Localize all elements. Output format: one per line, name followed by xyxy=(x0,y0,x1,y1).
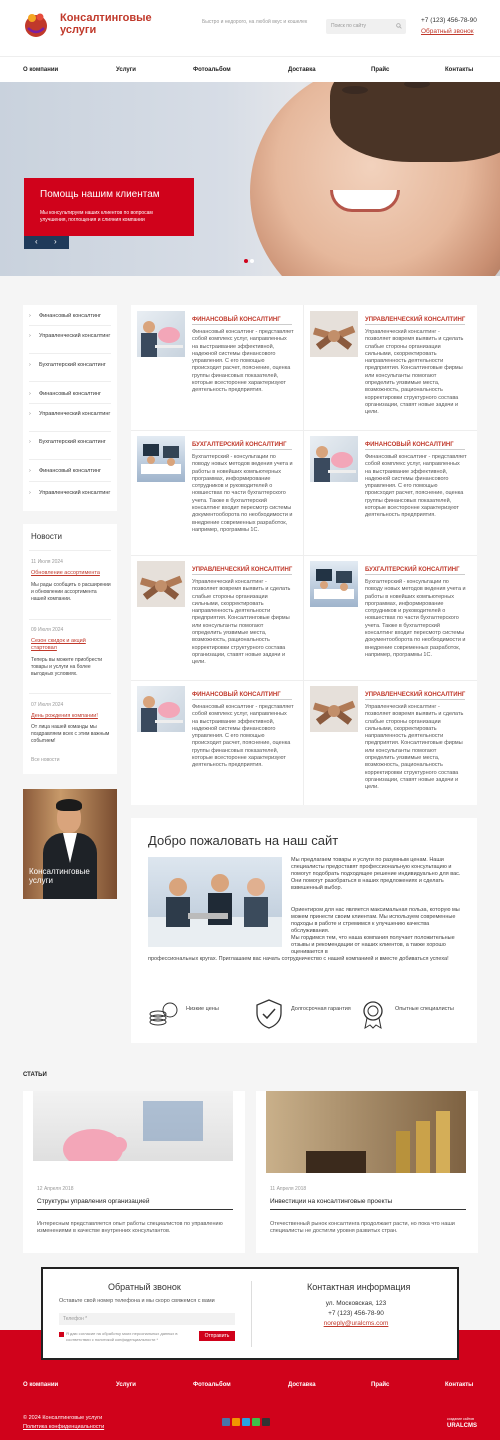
service-card[interactable] xyxy=(304,430,476,554)
telegram-icon[interactable] xyxy=(242,1418,250,1426)
service-title[interactable]: ФИНАНСОВЫЙ КОНСАЛТИНГ xyxy=(365,442,454,448)
welcome-paragraph-continued: профессиональных кругах. Приглашаем вас начать сотрудничество с нашей компанией и вместе добиваться успеха! xyxy=(148,956,449,962)
welcome-block xyxy=(131,818,477,1043)
divider xyxy=(29,353,111,354)
feature-label: Долгосрочная гарантия xyxy=(291,1006,351,1012)
service-image xyxy=(310,561,358,607)
service-card[interactable] xyxy=(131,555,303,679)
developer-logo[interactable]: URALCMS xyxy=(447,1423,477,1429)
services-grid xyxy=(131,305,477,805)
footer-nav-item-contacts[interactable]: Контакты xyxy=(445,1382,474,1388)
service-image xyxy=(137,436,185,482)
service-text: Управленческий консалтинг - позволяет вовремя выявить и сделать слабые стороны организации сильными, скорректировать направленность деятельности предприятия. Консалтинговые фирмы или консультанты помогают определить уязвимые места, возможность, рациональность корректировки структурного состава организации, ставят новые задачи и цели. xyxy=(365,329,464,416)
sidebar-menu xyxy=(23,305,117,511)
service-image xyxy=(310,686,358,732)
sidebar-item[interactable]: › Управленческий консалтинг xyxy=(31,490,113,497)
sidebar-item[interactable]: › Бухгалтерский консалтинг xyxy=(31,439,113,446)
divider xyxy=(365,699,465,700)
divider xyxy=(251,1281,252,1347)
footer-nav-item-services[interactable]: Услуги xyxy=(116,1382,136,1388)
developer-label: создание сайтов xyxy=(447,1417,475,1421)
service-text: Управленческий консалтинг - позволяет вовремя выявить и сделать слабые стороны организации сильными, скорректировать направленность деятельности предприятия. Консалтинговые фирмы или консультанты помогают определить уязвимые места, возможность, рациональность корректировки структурного состава организации, ставят новые задачи и цели. xyxy=(192,579,291,666)
article-date: 11 Апреля 2018 xyxy=(270,1186,307,1192)
contact-email[interactable]: noreply@uralcms.com xyxy=(323,1320,389,1327)
slogan: Быстро и недорого, на любой вкус и кошелек xyxy=(202,19,308,25)
nav-item-delivery[interactable]: Доставка xyxy=(288,67,316,73)
nav-item-about[interactable]: О компании xyxy=(23,67,59,73)
all-news-link[interactable]: Все новости xyxy=(31,757,60,763)
hero-photo-hair xyxy=(330,82,500,162)
welcome-paragraph: Мы предлагаем товары и услуги по разумным ценам. Наши специалисты предоставят профессиональную консультацию и помогут подобрать подходящее решение индивидуально для вас. Они помогут разобраться в наших предложениях и сделать взвешенный выбор. xyxy=(291,857,461,891)
service-image xyxy=(137,311,185,357)
slider-arrows xyxy=(24,236,69,249)
promo-banner[interactable] xyxy=(23,789,117,899)
contacts-heading: Контактная информация xyxy=(307,1282,411,1292)
news-date: 11 Июля 2024 xyxy=(31,559,63,565)
service-title[interactable]: БУХГАЛТЕРСКИЙ КОНСАЛТИНГ xyxy=(192,442,287,448)
feature-label: Опытные специалисты xyxy=(395,1006,454,1012)
footer-nav-item-photos[interactable]: Фотоальбом xyxy=(193,1382,231,1388)
footer-nav-item-price[interactable]: Прайс xyxy=(371,1382,390,1388)
service-text: Финансовый консалтинг - представляет собой комплекс услуг, направленных на выстраивание эффективной, надежной системы финансового управления. С его помощью происходит расчет, пояснение, оценка группы финансовых показателей, которые всесторонне характеризуют деятельность предприятия. xyxy=(192,704,294,769)
welcome-heading: Добро пожаловать на наш сайт xyxy=(148,833,339,848)
service-image xyxy=(310,311,358,357)
nav-item-price[interactable]: Прайс xyxy=(371,67,390,73)
divider xyxy=(192,574,292,575)
service-text: Финансовый консалтинг - представляет собой комплекс услуг, направленных на выстраивание эффективной, надежной системы финансового управления. С его помощью происходит расчет, пояснение, оценка группы финансовых показателей, которые всесторонне характеризуют деятельность предприятия. xyxy=(192,329,294,394)
service-image xyxy=(310,436,358,482)
article-image xyxy=(266,1091,466,1173)
divider xyxy=(29,481,111,482)
news-text: Мы рады сообщить о расширении и обновлении ассортимента нашей компании. xyxy=(31,582,111,602)
search-placeholder: Поиск по сайту xyxy=(331,23,367,29)
slider-dot[interactable] xyxy=(250,259,254,263)
service-card[interactable] xyxy=(304,680,476,804)
divider xyxy=(29,403,111,404)
service-text: Бухгалтерский - консультации по поводу новых методов ведения учета и работы в новейших компьютерных программах, информирование сотрудников и руководителей о новшествах по части бухгалтерского учета. Также в бухгалтерский консалтинг входит пересмотр системы документооборота по необходимости и внедрение современных разработок, например, программы 1С. xyxy=(365,579,466,658)
news-heading: Новости xyxy=(31,532,62,541)
article-image xyxy=(33,1091,233,1173)
divider xyxy=(29,550,111,551)
feature-item xyxy=(148,998,219,1033)
callback-heading: Обратный звонок xyxy=(108,1282,181,1292)
hero-slider xyxy=(0,82,500,276)
sidebar-item[interactable]: › Бухгалтерский консалтинг xyxy=(31,362,113,369)
divider xyxy=(29,381,111,382)
article-date: 12 Апреля 2018 xyxy=(37,1186,74,1192)
welcome-paragraph: Мы гордимся тем, что наша компания получает положительные отзывы и рекомендации от наших клиентов, а также хорошо оценивается в xyxy=(291,935,455,955)
sidebar-item[interactable]: › Управленческий консалтинг xyxy=(31,333,113,340)
article-card[interactable] xyxy=(23,1091,245,1253)
promo-photo-hair xyxy=(56,799,82,811)
vk-icon[interactable] xyxy=(222,1418,230,1426)
promo-text: Консалтинговые услуги xyxy=(29,867,90,885)
service-card[interactable] xyxy=(304,555,476,679)
service-card[interactable] xyxy=(304,305,476,429)
hero-caption xyxy=(24,178,194,236)
service-title[interactable]: БУХГАЛТЕРСКИЙ КОНСАЛТИНГ xyxy=(365,567,460,573)
service-text: Финансовый консалтинг - представляет собой комплекс услуг, направленных на выстраивание эффективной, надежной системы финансового управления. С его помощью происходит расчет, пояснение, оценка группы финансовых показателей, которые всесторонне характеризуют деятельность предприятия. xyxy=(365,454,467,519)
divider xyxy=(192,699,292,700)
divider xyxy=(270,1209,466,1210)
site-header xyxy=(0,0,500,56)
feature-item xyxy=(253,998,351,1033)
service-image xyxy=(137,686,185,732)
news-text: От лица нашей команды мы поздравляем всех с этим важным событием! xyxy=(31,724,110,744)
consent-checkbox[interactable] xyxy=(59,1332,64,1337)
news-date: 07 Июля 2024 xyxy=(31,702,64,708)
service-title[interactable]: УПРАВЛЕНЧЕСКИЙ КОНСАЛТИНГ xyxy=(192,567,293,573)
callback-link[interactable]: Обратный звонок xyxy=(421,28,474,35)
divider xyxy=(29,619,111,620)
copyright: © 2024 Консалтинговые услуги xyxy=(23,1415,103,1421)
article-title[interactable]: Инвестиции на консалтинговые проекты xyxy=(270,1198,393,1205)
privacy-policy-link[interactable]: Политика конфиденциальности xyxy=(23,1424,105,1430)
divider xyxy=(37,1209,233,1210)
header-phone[interactable]: +7 (123) 456-78-90 xyxy=(421,17,477,24)
phone-input[interactable]: Телефон * xyxy=(59,1313,235,1325)
service-card[interactable] xyxy=(131,430,303,554)
logo-text[interactable]: Консалтинговые услуги xyxy=(60,12,152,36)
article-text: Отечественный рынок консалтинга продолжает расти, но пока что наши специалисты не достигли уровня развитых стран. xyxy=(270,1221,455,1234)
news-date: 09 Июля 2024 xyxy=(31,627,64,633)
contact-panel xyxy=(41,1267,459,1360)
certificate-icon xyxy=(357,998,389,1030)
hero-photo-eye xyxy=(342,86,368,94)
nav-item-services[interactable]: Услуги xyxy=(116,67,136,73)
article-text: Интересным представляется опыт работы специалистов по управлению изменениями в качестве внутренних консультантов. xyxy=(37,1221,223,1234)
divider xyxy=(365,449,465,450)
coins-icon xyxy=(148,998,180,1030)
hero-text: Мы консультируем наших клиентов по вопросам улучшения, поглощения и слияния компании xyxy=(40,209,153,223)
divider xyxy=(192,324,292,325)
service-text: Бухгалтерский - консультации по поводу новых методов ведения учета и работы в новейших компьютерных программах, информирование сотрудников и руководителей о новшествах по части бухгалтерского учета. Также в бухгалтерский консалтинг входит пересмотр системы документооборота по необходимости и внедрение современных разработок, например, программы 1С. xyxy=(192,454,293,533)
news-link[interactable]: Сезон скидок и акций стартовал xyxy=(31,638,86,651)
article-card[interactable] xyxy=(256,1091,478,1253)
footer-nav-item-delivery[interactable]: Доставка xyxy=(288,1382,316,1388)
feature-label: Низкие цены xyxy=(186,1006,219,1012)
divider xyxy=(29,693,111,694)
sidebar-item[interactable]: › Управленческий консалтинг xyxy=(31,411,113,418)
search-icon[interactable] xyxy=(396,23,402,29)
ok-icon[interactable] xyxy=(232,1418,240,1426)
sidebar-item[interactable]: › Финансовый консалтинг xyxy=(31,313,113,320)
hero-photo-smile xyxy=(330,190,400,212)
chevron-left-icon[interactable]: ‹ xyxy=(35,237,38,246)
news-link[interactable]: День рождения компании! xyxy=(31,713,98,719)
nav-item-contacts[interactable]: Контакты xyxy=(445,67,474,73)
slider-dots xyxy=(244,258,256,266)
welcome-paragraph: Ориентиром для нас является максимальная польза, которую мы можем принести своим клиентам. Мы используем современные подходы в работе и стремимся к улучшению качества обслуживания. xyxy=(291,907,460,934)
logo-icon[interactable] xyxy=(22,10,50,38)
slider-dot-active[interactable] xyxy=(244,259,248,263)
divider xyxy=(29,325,111,326)
service-title[interactable]: ФИНАНСОВЫЙ КОНСАЛТИНГ xyxy=(192,317,281,323)
contact-address: ул. Московская, 123 xyxy=(325,1300,387,1307)
consent-label: Я даю согласие на обработку моих персональных данных в соответствии с политикой конфиденциальности * xyxy=(66,1331,178,1342)
social-icons xyxy=(222,1418,272,1429)
sidebar-item[interactable]: › Финансовый консалтинг xyxy=(31,468,113,475)
news-link[interactable]: Обновление ассортимента xyxy=(31,570,100,576)
sidebar-item[interactable]: › Финансовый консалтинг xyxy=(31,391,113,398)
service-title[interactable]: ФИНАНСОВЫЙ КОНСАЛТИНГ xyxy=(192,692,281,698)
service-card[interactable] xyxy=(131,305,303,429)
search-input[interactable] xyxy=(326,19,406,34)
service-title[interactable]: УПРАВЛЕНЧЕСКИЙ КОНСАЛТИНГ xyxy=(365,692,466,698)
service-title[interactable]: УПРАВЛЕНЧЕСКИЙ КОНСАЛТИНГ xyxy=(365,317,466,323)
callback-subtitle: Оставьте свой номер телефона и мы скоро свяжемся с вами xyxy=(59,1298,215,1304)
chevron-right-icon[interactable]: › xyxy=(54,237,57,246)
shield-check-icon xyxy=(253,998,285,1030)
nav-item-photos[interactable]: Фотоальбом xyxy=(193,67,231,73)
divider xyxy=(365,324,465,325)
news-block xyxy=(23,524,117,774)
service-card[interactable] xyxy=(131,680,303,804)
articles-heading: СТАТЬИ xyxy=(23,1072,47,1078)
news-text: Теперь вы можете приобрести товары и услуги на более выгодных условиях. xyxy=(31,657,103,677)
divider xyxy=(29,431,111,432)
service-image xyxy=(137,561,185,607)
divider xyxy=(29,459,111,460)
footer-nav-item-about[interactable]: О компании xyxy=(23,1382,59,1388)
main-nav xyxy=(0,56,500,82)
service-text: Управленческий консалтинг - позволяет вовремя выявить и сделать слабые стороны организации сильными, скорректировать направленность деятельности предприятия. Консалтинговые фирмы или консультанты помогают определить уязвимые места, возможность, рациональность корректировки структурного состава организации, ставят новые задачи и цели. xyxy=(365,704,464,791)
feature-item xyxy=(357,998,454,1033)
whatsapp-icon[interactable] xyxy=(252,1418,260,1426)
divider xyxy=(192,449,292,450)
welcome-image xyxy=(148,857,282,947)
divider xyxy=(365,574,465,575)
submit-button[interactable]: Отправить xyxy=(199,1331,235,1341)
hero-title: Помощь нашим клиентам xyxy=(40,189,160,200)
plus-icon[interactable] xyxy=(262,1418,270,1426)
contact-phone[interactable]: +7 (123) 456-78-90 xyxy=(328,1310,384,1317)
article-title[interactable]: Структуры управления организацией xyxy=(37,1198,150,1205)
